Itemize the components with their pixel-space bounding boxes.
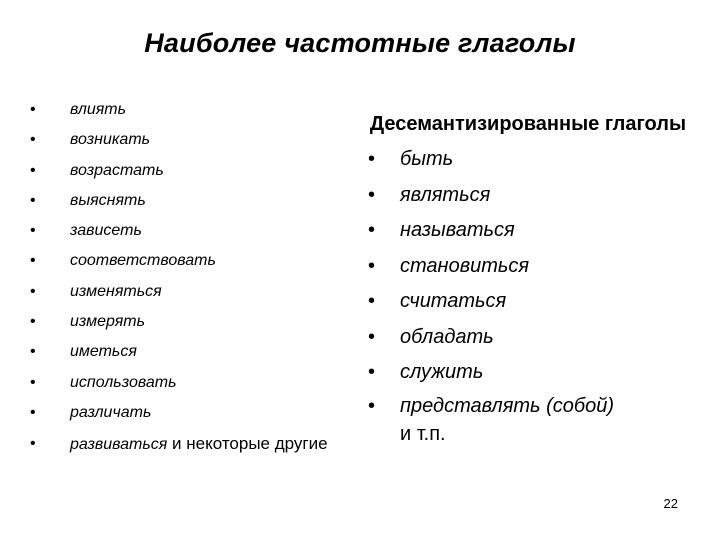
list-item [368,214,688,250]
bullet: • [30,403,36,421]
list-item [368,179,688,215]
verb-text: считаться [400,290,507,312]
list-item [368,321,688,357]
list-item [30,96,350,126]
page-number: 22 [663,496,678,511]
verb-text: называться [400,219,515,241]
verb-text: становиться [400,254,530,277]
bullet: • [368,219,376,241]
list-item [368,285,688,321]
list-item [30,338,350,368]
list-item [30,369,350,399]
verb-text: являться [400,183,491,206]
list-item [368,356,688,392]
bullet: • [30,373,36,391]
list-item [368,250,688,286]
bullet: • [368,148,376,170]
list-item [30,430,350,458]
verb-text: измерять [70,313,146,331]
list-item [30,278,350,308]
verb-text: служить [400,361,484,383]
verb-text: влиять [70,101,127,118]
verb-text: обладать [400,325,494,348]
verb-text: иметься [70,343,137,361]
verb-text: выяснять [70,191,146,209]
bullet: • [30,101,36,118]
bullet: • [368,325,376,348]
trailing-text: и некоторые другие [167,434,328,454]
list-item [30,126,350,156]
list-item [368,143,688,179]
frequent-verbs-list [30,96,350,458]
desemanticized-verbs-block [368,110,688,448]
bullet: • [30,282,36,300]
list-item [30,247,350,277]
verb-text: развиваться [70,436,168,454]
verb-text: представлять (собой) [400,394,615,417]
bullet: • [368,290,376,312]
trailing-text: и т.п. [400,422,446,445]
list-item [30,308,350,338]
desemanticized-verbs-list [368,143,688,448]
slide-title: Наиболее частотные глаголы [144,28,576,58]
bullet: • [30,191,36,209]
list-item [30,217,350,247]
section-heading: Десемантизированные глаголы [369,113,687,135]
bullet: • [30,435,36,453]
verb-text: соответствовать [70,252,216,270]
bullet: • [30,252,36,270]
bullet: • [368,361,376,383]
bullet: • [30,313,36,331]
bullet: • [368,394,376,417]
verb-text: различать [70,403,152,421]
list-item [368,392,688,448]
list-item [30,157,350,187]
verb-text: зависеть [70,222,142,240]
verb-text: использовать [70,373,177,391]
verb-text: возрастать [70,161,164,179]
bullet: • [30,131,36,149]
list-item [30,399,350,429]
list-item [30,187,350,217]
bullet: • [368,254,376,277]
bullet: • [30,222,36,240]
bullet: • [30,161,36,179]
bullet: • [368,183,376,206]
verb-text: быть [400,148,454,170]
verb-text: возникать [70,131,151,149]
verb-text: изменяться [70,282,162,300]
bullet: • [30,343,36,361]
